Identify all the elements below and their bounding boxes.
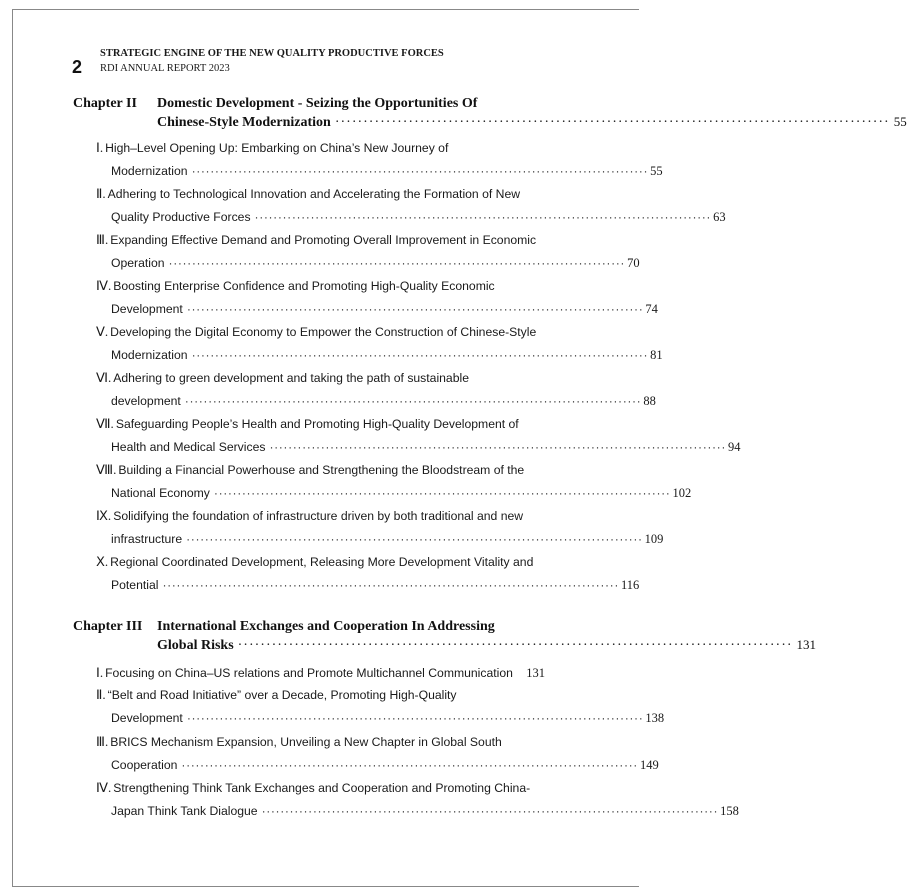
roman-numeral: Ⅶ. xyxy=(96,416,114,431)
entry-title: Building a Financial Powerhouse and Strengthening the Bloodstream of the xyxy=(118,463,525,477)
leader-dots: ·································································································· xyxy=(261,804,719,818)
leader-dots: ·································································································· xyxy=(237,638,793,653)
leader-dots: ·································································································· xyxy=(184,394,642,408)
roman-numeral: Ⅳ. xyxy=(96,278,112,293)
page-border-top xyxy=(12,9,639,10)
page-border-left xyxy=(12,9,13,887)
leader-dots: ·································································································· xyxy=(213,486,671,500)
roman-numeral: Ⅰ. xyxy=(96,140,104,155)
entry-title-cont: Quality Productive Forces xyxy=(111,210,251,224)
roman-numeral: Ⅲ. xyxy=(96,232,109,247)
entry-title-cont: Development xyxy=(111,302,183,316)
entry-title: Regional Coordinated Development, Releasing More Development Vitality and xyxy=(110,555,534,569)
entry-title-cont: Development xyxy=(111,711,183,725)
entry-title-cont: infrastructure xyxy=(111,532,183,546)
entry-title-cont: Modernization xyxy=(111,164,188,178)
entry-title: Adhering to green development and taking the path of sustainable xyxy=(113,371,469,385)
roman-numeral: Ⅲ. xyxy=(96,734,109,749)
roman-numeral: Ⅸ. xyxy=(96,508,112,523)
leader-dots: ·································································································· xyxy=(191,348,649,362)
leader-dots: ·································································································· xyxy=(186,302,644,316)
entry-title-cont: Operation xyxy=(111,256,165,270)
entry-page: 138 xyxy=(645,711,665,725)
chapter-title: International Exchanges and Cooperation In Addressing xyxy=(157,619,495,634)
roman-numeral: Ⅵ. xyxy=(96,370,112,385)
running-subtitle: RDI ANNUAL REPORT 2023 xyxy=(100,63,230,74)
toc-entry[interactable] xyxy=(96,664,545,682)
leader-dots: ·································································································· xyxy=(334,115,890,130)
roman-numeral: Ⅷ. xyxy=(96,462,117,477)
leader-dots: ·································································································· xyxy=(168,256,626,270)
entry-page: 74 xyxy=(645,302,658,316)
leader-dots: ·································································································· xyxy=(186,711,644,725)
entry-title-cont: National Economy xyxy=(111,486,210,500)
entry-page: 88 xyxy=(643,394,656,408)
roman-numeral: Ⅱ. xyxy=(96,186,106,201)
entry-title: “Belt and Road Initiative” over a Decade, Promoting High-Quality xyxy=(107,688,457,702)
entry-page: 109 xyxy=(644,532,664,546)
chapter-number: Chapter III xyxy=(73,619,143,634)
entry-page: 158 xyxy=(720,804,739,818)
entry-title: Developing the Digital Economy to Empower the Construction of Chinese-Style xyxy=(110,325,537,339)
chapter-number: Chapter II xyxy=(73,96,137,111)
chapter-page: 131 xyxy=(796,637,817,652)
roman-numeral: Ⅴ. xyxy=(96,324,109,339)
entry-page: 70 xyxy=(627,256,640,270)
entry-page: 149 xyxy=(639,758,659,772)
entry-page: 102 xyxy=(672,486,692,500)
roman-numeral: Ⅱ. xyxy=(96,687,106,702)
entry-page: 63 xyxy=(713,210,726,224)
chapter-page: 55 xyxy=(893,114,907,129)
page-number: 2 xyxy=(72,57,83,77)
entry-title: BRICS Mechanism Expansion, Unveiling a New Chapter in Global South xyxy=(110,735,502,749)
leader-dots: ·································································································· xyxy=(162,578,619,592)
entry-page: 116 xyxy=(620,578,640,592)
chapter-title: Domestic Development - Seizing the Opportunities Of xyxy=(157,96,478,111)
leader-dots: ·································································································· xyxy=(269,440,726,454)
entry-page: 55 xyxy=(650,164,663,178)
entry-title: High–Level Opening Up: Embarking on China’s New Journey of xyxy=(105,141,449,155)
roman-numeral: Ⅳ. xyxy=(96,780,112,795)
entry-title: Expanding Effective Demand and Promoting Overall Improvement in Economic xyxy=(110,233,537,247)
running-header xyxy=(72,47,552,77)
entry-title-cont: Potential xyxy=(111,578,159,592)
page-border-bottom xyxy=(12,886,639,887)
chapter-title-cont: Chinese-Style Modernization xyxy=(157,115,331,130)
chapter-title-cont: Global Risks xyxy=(157,638,234,653)
entry-title: Adhering to Technological Innovation and Accelerating the Formation of New xyxy=(107,187,521,201)
entry-title: Focusing on China–US relations and Promote Multichannel Communication xyxy=(105,666,513,680)
leader-dots: ·································································································· xyxy=(191,164,649,178)
leader-dots: ·································································································· xyxy=(181,758,638,772)
entry-page: 131 xyxy=(526,666,545,680)
running-title: STRATEGIC ENGINE OF THE NEW QUALITY PRODUCTIVE FORCES xyxy=(100,48,444,59)
entry-title-cont: development xyxy=(111,394,181,408)
entry-title-cont: Japan Think Tank Dialogue xyxy=(111,804,258,818)
entry-page: 81 xyxy=(650,348,663,362)
leader-dots: ·································································································· xyxy=(254,210,712,224)
entry-title-cont: Cooperation xyxy=(111,758,178,772)
entry-title-cont: Modernization xyxy=(111,348,188,362)
entry-title: Boosting Enterprise Confidence and Promoting High-Quality Economic xyxy=(113,279,495,293)
entry-title: Safeguarding People’s Health and Promoting High-Quality Development of xyxy=(115,417,519,431)
entry-title: Strengthening Think Tank Exchanges and Cooperation and Promoting China- xyxy=(113,781,531,795)
entry-page: 94 xyxy=(728,440,741,454)
entry-title: Solidifying the foundation of infrastructure driven by both traditional and new xyxy=(113,509,524,523)
leader-dots: ·································································································· xyxy=(186,532,643,546)
roman-numeral: Ⅰ. xyxy=(96,665,104,680)
entry-title-cont: Health and Medical Services xyxy=(111,440,266,454)
roman-numeral: Ⅹ. xyxy=(96,554,109,569)
